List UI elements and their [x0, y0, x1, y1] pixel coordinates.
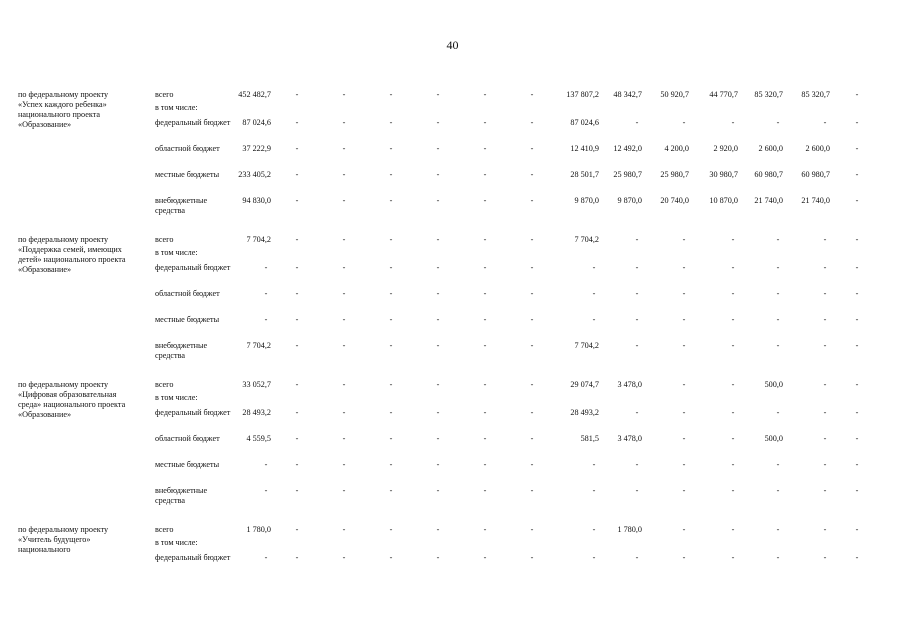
row-label: местные бюджеты [155, 315, 220, 324]
table-cell: - [855, 553, 859, 562]
table-cell: - [682, 525, 686, 534]
table-row [0, 263, 905, 287]
table-cell: 25 980,7 [660, 170, 689, 179]
table-cell: - [342, 341, 346, 350]
table-cell: 452 482,7 [238, 90, 271, 99]
table-cell: - [530, 118, 534, 127]
table-cell: - [295, 525, 299, 534]
table-cell: 500,0 [764, 434, 783, 443]
table-cell: - [635, 315, 639, 324]
row-label: всего [155, 525, 174, 534]
table-cell: - [592, 553, 596, 562]
table-cell: - [823, 553, 827, 562]
table-cell: 28 493,2 [570, 408, 599, 417]
table-cell: - [389, 196, 393, 205]
table-cell: - [776, 341, 780, 350]
table-cell: - [436, 341, 440, 350]
table-cell: - [823, 118, 827, 127]
table-cell: - [592, 289, 596, 298]
table-cell: - [436, 196, 440, 205]
table-cell: - [483, 144, 487, 153]
table-cell: - [682, 263, 686, 272]
table-cell: - [389, 380, 393, 389]
table-cell: - [389, 170, 393, 179]
row-label: в том числе: [155, 103, 198, 112]
table-cell: 3 478,0 [617, 434, 642, 443]
table-cell: - [731, 235, 735, 244]
table-cell: - [483, 408, 487, 417]
table-cell: - [823, 460, 827, 469]
table-cell: - [731, 289, 735, 298]
table-cell: - [823, 486, 827, 495]
table-cell: - [731, 263, 735, 272]
table-cell: - [635, 289, 639, 298]
table-cell: - [530, 408, 534, 417]
table-cell: - [731, 341, 735, 350]
table-cell: - [776, 235, 780, 244]
table-cell: - [530, 434, 534, 443]
table-cell: - [295, 408, 299, 417]
table-cell: - [682, 118, 686, 127]
table-cell: - [731, 553, 735, 562]
table-cell: - [635, 460, 639, 469]
table-cell: - [776, 315, 780, 324]
table-cell: - [483, 90, 487, 99]
table-cell: - [530, 235, 534, 244]
table-cell: - [389, 263, 393, 272]
table-cell: - [682, 341, 686, 350]
table-row [0, 289, 905, 313]
table-cell: 2 600,0 [758, 144, 783, 153]
table-cell: 2 600,0 [805, 144, 830, 153]
table-cell: - [389, 460, 393, 469]
table-cell: - [264, 315, 268, 324]
table-cell: - [823, 525, 827, 534]
table-cell: - [855, 196, 859, 205]
table-cell: - [389, 289, 393, 298]
table-cell: - [776, 553, 780, 562]
table-cell: - [855, 486, 859, 495]
table-cell: - [342, 408, 346, 417]
table-cell: 33 052,7 [242, 380, 271, 389]
table-cell: 20 740,0 [660, 196, 689, 205]
table-cell: - [483, 170, 487, 179]
table-cell: - [776, 408, 780, 417]
row-label: внебюджетные средства [155, 486, 208, 505]
table-cell: - [295, 315, 299, 324]
table-cell: 7 704,2 [246, 341, 271, 350]
table-cell: - [342, 170, 346, 179]
project-title: по федеральному проекту «Успех каждого ребенка» национального проекта «Образование» [18, 90, 109, 129]
table-cell: 9 870,0 [574, 196, 599, 205]
table-cell: - [342, 434, 346, 443]
table-cell: - [855, 380, 859, 389]
table-cell: - [295, 434, 299, 443]
row-label: в том числе: [155, 248, 198, 257]
table-cell: - [342, 90, 346, 99]
table-cell: 4 200,0 [664, 144, 689, 153]
table-cell: - [436, 460, 440, 469]
table-cell: - [592, 460, 596, 469]
table-cell: 9 870,0 [617, 196, 642, 205]
table-cell: - [776, 460, 780, 469]
table-cell: - [342, 380, 346, 389]
table-cell: - [389, 144, 393, 153]
table-cell: - [530, 289, 534, 298]
table-cell: - [342, 460, 346, 469]
table-cell: - [682, 289, 686, 298]
table-cell: - [823, 315, 827, 324]
table-cell: - [389, 408, 393, 417]
table-cell: - [389, 315, 393, 324]
table-cell: 44 770,7 [709, 90, 738, 99]
table-cell: 233 405,2 [238, 170, 271, 179]
table-cell: - [483, 196, 487, 205]
table-row [0, 118, 905, 142]
table-cell: - [389, 525, 393, 534]
table-cell: - [682, 235, 686, 244]
table-cell: - [855, 434, 859, 443]
table-cell: - [855, 408, 859, 417]
table-row [0, 408, 905, 432]
table-cell: - [855, 90, 859, 99]
table-cell: - [776, 525, 780, 534]
table-cell: 1 780,0 [617, 525, 642, 534]
table-cell: - [731, 525, 735, 534]
table-row [0, 170, 905, 194]
table-cell: - [483, 525, 487, 534]
table-cell: - [483, 341, 487, 350]
table-cell: - [635, 486, 639, 495]
table-cell: - [483, 118, 487, 127]
table-row [0, 341, 905, 365]
table-cell: - [295, 553, 299, 562]
row-label: всего [155, 90, 174, 99]
row-label: федеральный бюджет [155, 408, 231, 417]
table-cell: - [855, 263, 859, 272]
row-label: внебюджетные средства [155, 196, 208, 215]
row-label: внебюджетные средства [155, 341, 208, 360]
project-title: по федеральному проекту «Учитель будущего» национального [18, 525, 109, 554]
row-label: федеральный бюджет [155, 263, 231, 272]
table-cell: 94 830,0 [242, 196, 271, 205]
table-cell: - [436, 486, 440, 495]
table-cell: 60 980,7 [801, 170, 830, 179]
row-label: всего [155, 235, 174, 244]
table-cell: - [682, 380, 686, 389]
row-label: в том числе: [155, 538, 198, 547]
row-label: местные бюджеты [155, 460, 220, 469]
table-cell: - [264, 263, 268, 272]
row-label: в том числе: [155, 393, 198, 402]
table-cell: 7 704,2 [246, 235, 271, 244]
table-cell: - [264, 289, 268, 298]
table-cell: - [342, 263, 346, 272]
table-cell: 50 920,7 [660, 90, 689, 99]
table-cell: - [530, 486, 534, 495]
table-cell: - [389, 90, 393, 99]
table-cell: - [483, 235, 487, 244]
table-cell: - [342, 525, 346, 534]
table-cell: 87 024,6 [570, 118, 599, 127]
table-cell: 87 024,6 [242, 118, 271, 127]
table-cell: 85 320,7 [754, 90, 783, 99]
table-cell: - [823, 289, 827, 298]
table-cell: - [483, 380, 487, 389]
table-cell: - [682, 434, 686, 443]
table-cell: - [823, 263, 827, 272]
table-cell: - [530, 380, 534, 389]
table-cell: - [342, 196, 346, 205]
table-cell: - [530, 90, 534, 99]
table-cell: - [592, 263, 596, 272]
table-cell: 21 740,0 [801, 196, 830, 205]
table-cell: - [295, 118, 299, 127]
table-cell: - [635, 118, 639, 127]
table-cell: - [855, 315, 859, 324]
table-cell: 581,5 [580, 434, 599, 443]
table-cell: - [389, 341, 393, 350]
table-cell: 85 320,7 [801, 90, 830, 99]
table-cell: - [436, 90, 440, 99]
table-cell: - [731, 486, 735, 495]
table-cell: - [855, 170, 859, 179]
table-cell: - [295, 486, 299, 495]
table-cell: - [389, 235, 393, 244]
table-cell: - [776, 263, 780, 272]
table-cell: - [731, 434, 735, 443]
table-cell: - [342, 486, 346, 495]
table-cell: 7 704,2 [574, 341, 599, 350]
table-cell: - [823, 380, 827, 389]
table-cell: - [635, 408, 639, 417]
table-cell: - [483, 315, 487, 324]
table-cell: - [855, 144, 859, 153]
table-cell: - [731, 460, 735, 469]
table-cell: 2 920,0 [713, 144, 738, 153]
table-cell: - [855, 289, 859, 298]
table-cell: - [823, 341, 827, 350]
table-cell: - [592, 315, 596, 324]
table-row [0, 315, 905, 339]
table-cell: - [295, 170, 299, 179]
table-cell: 28 501,7 [570, 170, 599, 179]
project-title: по федеральному проекту «Поддержка семей, имеющих детей» национального проекта «Образование» [18, 235, 126, 274]
table-row [0, 144, 905, 168]
table-cell: - [731, 408, 735, 417]
table-cell: - [635, 263, 639, 272]
table-cell: - [342, 118, 346, 127]
table-cell: - [389, 486, 393, 495]
table-cell: 12 492,0 [613, 144, 642, 153]
table-cell: - [389, 118, 393, 127]
table-cell: - [295, 235, 299, 244]
table-cell: - [776, 118, 780, 127]
table-cell: - [530, 553, 534, 562]
table-cell: - [855, 460, 859, 469]
table-cell: - [295, 90, 299, 99]
table-cell: - [731, 118, 735, 127]
table-cell: 48 342,7 [613, 90, 642, 99]
table-cell: 29 074,7 [570, 380, 599, 389]
table-cell: - [295, 341, 299, 350]
row-label: областной бюджет [155, 289, 220, 298]
row-label: всего [155, 380, 174, 389]
table-cell: - [295, 144, 299, 153]
table-cell: - [295, 263, 299, 272]
table-cell: - [436, 434, 440, 443]
table-cell: 1 780,0 [246, 525, 271, 534]
table-cell: - [823, 408, 827, 417]
table-cell: - [731, 315, 735, 324]
table-cell: 28 493,2 [242, 408, 271, 417]
table-row [0, 486, 905, 510]
table-cell: - [776, 289, 780, 298]
table-cell: - [823, 235, 827, 244]
table-cell: - [264, 460, 268, 469]
table-cell: - [635, 341, 639, 350]
row-label: местные бюджеты [155, 170, 220, 179]
table-cell: - [436, 525, 440, 534]
table-cell: - [389, 434, 393, 443]
table-cell: - [389, 553, 393, 562]
table-cell: - [436, 380, 440, 389]
table-cell: - [436, 235, 440, 244]
row-label: федеральный бюджет [155, 553, 231, 562]
table-cell: - [635, 553, 639, 562]
table-cell: - [855, 235, 859, 244]
table-cell: - [682, 486, 686, 495]
table-cell: 7 704,2 [574, 235, 599, 244]
table-cell: - [295, 289, 299, 298]
table-cell: - [483, 460, 487, 469]
table-cell: - [682, 408, 686, 417]
table-row [0, 460, 905, 484]
table-cell: - [483, 434, 487, 443]
table-cell: - [530, 525, 534, 534]
table-cell: - [295, 196, 299, 205]
table-cell: - [776, 486, 780, 495]
table-cell: - [483, 289, 487, 298]
table-cell: 30 980,7 [709, 170, 738, 179]
table-cell: - [436, 118, 440, 127]
table-cell: - [635, 235, 639, 244]
table-cell: - [483, 486, 487, 495]
row-label: федеральный бюджет [155, 118, 231, 127]
table-cell: - [731, 380, 735, 389]
table-cell: - [530, 460, 534, 469]
table-cell: - [483, 263, 487, 272]
table-cell: - [530, 341, 534, 350]
table-cell: - [530, 196, 534, 205]
table-cell: 21 740,0 [754, 196, 783, 205]
table-cell: - [682, 553, 686, 562]
table-cell: - [436, 263, 440, 272]
table-cell: - [592, 525, 596, 534]
table-cell: - [483, 553, 487, 562]
table-cell: - [855, 341, 859, 350]
table-cell: - [295, 460, 299, 469]
table-cell: - [342, 289, 346, 298]
table-row [0, 434, 905, 458]
table-cell: - [436, 144, 440, 153]
table-cell: - [436, 170, 440, 179]
table-cell: - [530, 315, 534, 324]
table-cell: 25 980,7 [613, 170, 642, 179]
table-cell: - [855, 525, 859, 534]
table-cell: - [295, 380, 299, 389]
table-cell: - [436, 315, 440, 324]
table-cell: 10 870,0 [709, 196, 738, 205]
table-row [0, 553, 905, 577]
table-cell: - [342, 553, 346, 562]
table-cell: - [436, 408, 440, 417]
table-cell: 4 559,5 [246, 434, 271, 443]
table-cell: - [530, 144, 534, 153]
table-cell: - [530, 170, 534, 179]
project-title: по федеральному проекту «Цифровая образовательная среда» национального проекта «Образование» [18, 380, 126, 419]
table-cell: 37 222,9 [242, 144, 271, 153]
table-cell: 12 410,9 [570, 144, 599, 153]
table-cell: - [682, 315, 686, 324]
table-cell: 500,0 [764, 380, 783, 389]
table-cell: - [530, 263, 534, 272]
table-cell: - [436, 289, 440, 298]
table-cell: - [342, 315, 346, 324]
table-cell: - [342, 144, 346, 153]
page-number: 40 [446, 38, 459, 52]
table-cell: - [823, 434, 827, 443]
table-cell: 3 478,0 [617, 380, 642, 389]
table-cell: - [682, 460, 686, 469]
table-cell: - [855, 118, 859, 127]
table-cell: - [264, 486, 268, 495]
table-cell: - [436, 553, 440, 562]
table-row [0, 196, 905, 220]
table-cell: - [342, 235, 346, 244]
table-cell: 137 807,2 [566, 90, 599, 99]
row-label: областной бюджет [155, 434, 220, 443]
table-cell: - [592, 486, 596, 495]
row-label: областной бюджет [155, 144, 220, 153]
table-cell: 60 980,7 [754, 170, 783, 179]
table-cell: - [264, 553, 268, 562]
